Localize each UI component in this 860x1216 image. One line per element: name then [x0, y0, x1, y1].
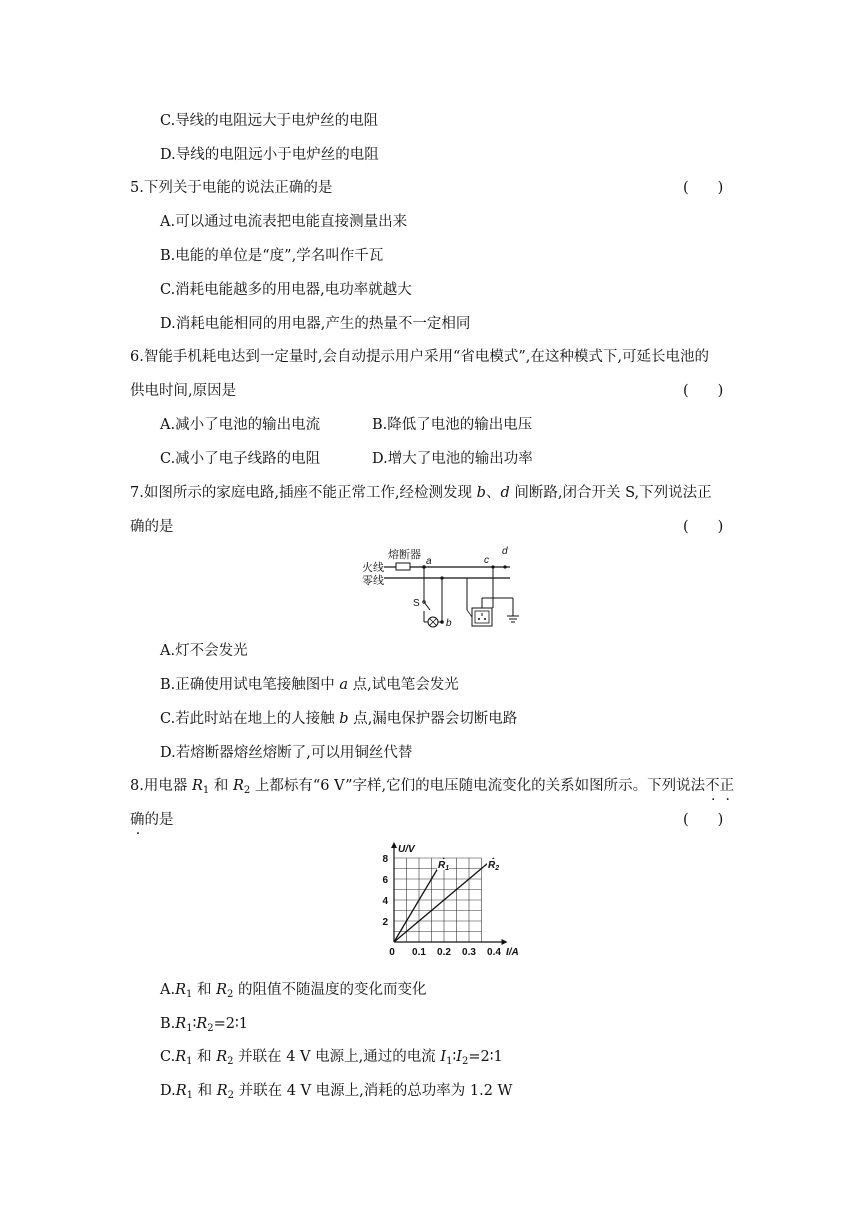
q8-option-a: $A.R_1$ 和 $R_2$ 的阻值不随温度的变化而变化 — [160, 982, 427, 1000]
x-axis-arrow — [502, 939, 508, 945]
q6-stem-line1: 6.智能手机耗电达到一定量时,会自动提示用户采用“省电模式”,在这种模式下,可延长电池的 — [130, 349, 709, 365]
y-tick-label: 4 — [382, 896, 388, 907]
q8-option-d: $D.R_1$ 和 $R_2$ 并联在 4 V 电源上,消耗的总功率为 1.2 W — [160, 1083, 513, 1101]
q4-option-d: D.导线的电阻远小于电炉丝的电阻 — [160, 147, 379, 163]
q7-circuit-diagram — [360, 546, 530, 636]
y-tick-label: 6 — [382, 875, 388, 886]
x-tick-label: 0.2 — [437, 947, 451, 958]
label-point-b: b — [446, 618, 452, 629]
q7-stem-line2: 确的是 — [130, 519, 174, 535]
x-tick-label: 0.1 — [412, 947, 426, 958]
q4-option-c: C.导线的电阻远大于电炉丝的电阻 — [160, 113, 379, 129]
label-point-c: c — [484, 555, 489, 566]
y-axis-arrow — [391, 842, 397, 848]
q8-answer-paren: ( ) — [683, 812, 724, 828]
q5-answer-paren: ( ) — [683, 180, 724, 196]
y-tick-label: 2 — [382, 917, 388, 928]
q5-option-d: D.消耗电能相同的用电器,产生的热量不一定相同 — [160, 316, 471, 332]
y-axis-label: U/V — [398, 844, 415, 855]
q7-answer-paren: ( ) — [683, 519, 724, 535]
label-neutral-wire: 零线 — [362, 575, 384, 587]
q7-stem-line1: 7.如图所示的家庭电路,插座不能正常工作,经检测发现 b、d 间断路,闭合开关 S,下列说法正 — [130, 485, 712, 501]
q8-option-b: $B.R_1∶R_2=2∶1$ — [160, 1016, 249, 1034]
q5-option-c: C.消耗电能越多的用电器,电功率就越大 — [160, 282, 412, 298]
q8-stem-line2: 确的是 — [130, 812, 174, 828]
x-axis-label: I/A — [506, 947, 519, 958]
series-label-r1: $R_1$ — [438, 860, 450, 872]
fuse-icon — [396, 563, 410, 570]
q8-ui-graph — [368, 842, 519, 962]
q5-option-b: B.电能的单位是“度”,学名叫作千瓦 — [160, 248, 384, 264]
series-label-r2: $R_2$ — [488, 860, 500, 872]
q6-option-c: C.减小了电子线路的电阻 — [160, 451, 321, 467]
q6-option-a: A.减小了电池的输出电流 — [160, 417, 321, 433]
q5-option-a: A.可以通过电流表把电能直接测量出来 — [160, 214, 408, 230]
q8-stem-line1: 8.用电器 $R_1$ 和 $R_2$ 上都标有“6 V”字样,它们的电压随电流变化的关系如图所示。下列说法不正 — [130, 778, 735, 796]
q7-option-c: C.若此时站在地上的人接触 b 点,漏电保护器会切断电路 — [160, 711, 518, 727]
q6-option-d: D.增大了电池的输出功率 — [372, 451, 533, 467]
q7-option-b: B.正确使用试电笔接触图中 a 点,试电笔会发光 — [160, 677, 459, 693]
label-live-wire: 火线 — [362, 562, 384, 574]
label-switch: S — [413, 598, 420, 609]
x-tick-label: 0.4 — [487, 947, 501, 958]
q6-option-b: B.降低了电池的输出电压 — [372, 417, 533, 433]
label-point-a: a — [426, 556, 432, 567]
q8-option-c: $C.R_1$ 和 $R_2$ 并联在 4 V 电源上,通过的电流 $I_1∶I_2=2∶1$ — [160, 1049, 503, 1067]
label-fuse: 熔断器 — [388, 549, 421, 561]
q6-stem-line2: 供电时间,原因是 — [130, 383, 237, 399]
q7-option-d: D.若熔断器熔丝熔断了,可以用铜丝代替 — [160, 745, 413, 761]
x-tick-label: 0 — [389, 947, 395, 958]
x-tick-label: 0.3 — [462, 947, 476, 958]
label-point-d: d — [502, 546, 508, 557]
y-tick-label: 8 — [382, 854, 388, 865]
q6-answer-paren: ( ) — [683, 383, 724, 399]
q5-stem: 5.下列关于电能的说法正确的是 — [130, 180, 333, 196]
q7-option-a: A.灯不会发光 — [160, 643, 248, 659]
